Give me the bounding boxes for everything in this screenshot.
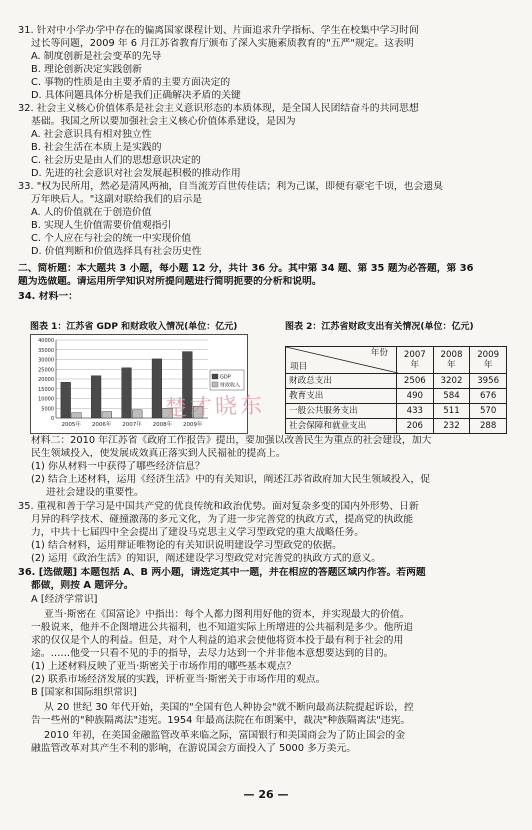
text-line: B. 实现人生价值需要价值观指引 — [31, 220, 172, 231]
bar-revenue — [102, 412, 112, 418]
bar-revenue — [72, 413, 82, 418]
text-line: 34. 材料一： — [18, 291, 78, 302]
legend-swatch — [212, 374, 218, 379]
table-cell: 2506 — [397, 374, 434, 389]
text-line: 32. 社会主义核心价值体系是社会主义意识形态的本质体现，是全国人民团结奋斗的共同思想 — [18, 103, 419, 114]
text-line: 进社会建设的重要性。 — [46, 487, 144, 498]
watermark: 楚才晓东 — [164, 393, 266, 422]
text-line: 31. 针对中小学办学中存在的偏离国家课程计划、片面追求升学指标、学生在校集中学习时间 — [18, 25, 419, 36]
x-tick-label: 2007年 — [122, 422, 142, 428]
text-line: 途。……他受一只看不见的手的指导，去尽力达到一个并非他本意想要达到的目的。 — [31, 648, 394, 659]
table-row — [286, 374, 507, 389]
x-tick-label: 2009年 — [183, 422, 203, 428]
text-line: (1) 上述材料反映了亚当·斯密关于市场作用的哪些基本观点？ — [31, 661, 297, 672]
fiscal-expenditure-table — [285, 346, 507, 434]
text-line: 月异的科学技术、碰撞激荡的多元文化，为了进一步完善党的执政方式，提高党的执政能 — [31, 514, 414, 525]
text-line: 35. 重视和善于学习是中国共产党的优良传统和政治优势。面对复杂多变的国内外形势、日新 — [18, 501, 419, 512]
bar-gdp — [91, 376, 101, 418]
legend-label: 财政收入 — [220, 382, 241, 389]
text-line: D. 价值判断和价值选择具有社会历史性 — [31, 246, 202, 257]
y-tick-label: 25000 — [38, 367, 54, 374]
text-line: A. 制度创新是社会变革的先导 — [31, 51, 162, 62]
text-line: A [经济学常识] — [31, 594, 98, 605]
year-header: 2009 年 — [470, 347, 507, 374]
text-line: (2) 结合上述材料，运用《经济生活》中的有关知识，阐述江苏省政府加大民生领域投入，促 — [31, 474, 431, 485]
table-cell: 570 — [470, 404, 507, 419]
y-tick-label: 30000 — [38, 357, 54, 364]
text-line: (1) 你从材料一中获得了哪些经济信息？ — [31, 461, 205, 472]
table-cell: 3202 — [433, 374, 470, 389]
text-line: 从 20 世纪 30 年代开始，美国的"全国有色人种协会"就不断向最高法院提起诉讼，控 — [44, 702, 414, 713]
table-corner-cell — [286, 347, 397, 374]
text-line: (2) 运用《政治生活》的知识，阐述建设学习型政党对完善党的执政方式的意义。 — [31, 553, 382, 564]
y-tick-label: 20000 — [38, 377, 54, 383]
text-line: 民生领域投入，使发展成效真正落实到人民福祉的提高上。 — [31, 448, 286, 459]
figure1-caption: 图表 1：江苏省 GDP 和财政收入情况(单位：亿元) — [30, 322, 238, 332]
text-line: 题为选做题。请运用所学知识对所提问题进行简明扼要的分析和说明。 — [18, 276, 322, 287]
text-line: (2) 联系市场经济发展的实践，评析亚当·斯密关于市场作用的观点。 — [31, 674, 326, 685]
x-tick-label: 2008年 — [152, 422, 173, 428]
year-header: 2007 年 — [397, 347, 434, 374]
text-line: 过长等问题，2009 年 6 月江苏省教育厅颁布了深入实施素质教育的"五严"规定。这表明 — [31, 38, 414, 49]
table-cell: 206 — [397, 419, 434, 434]
y-tick-label: 0 — [50, 416, 54, 422]
table-cell: 288 — [470, 419, 507, 434]
table-cell: 3956 — [470, 374, 507, 389]
y-tick-label: 40000 — [38, 338, 54, 344]
text-line: 36. [选做题] 本题包括 A、B 两小题，请选定其中一题，并在相应的答题区域内作答。若两题 — [18, 567, 426, 578]
y-tick-label: 15000 — [38, 386, 54, 393]
bar-gdp — [122, 368, 132, 418]
text-line: 二、简析题：本大题共 3 小题，每小题 12 分，共计 36 分。其中第 34 题、第 35 题为必答题，第 36 — [18, 263, 474, 274]
table-cell: 676 — [470, 389, 507, 404]
table-cell: 433 — [397, 404, 434, 419]
x-tick-label: 2006年 — [91, 422, 112, 428]
text-line: 都做，则按 A 题评分。 — [31, 580, 134, 591]
text-line: 融监管改革对其产生不利的影响，在游说国会方面投入了 5000 多万美元。 — [31, 743, 357, 754]
page-number: — 26 — — [243, 788, 289, 801]
text-line: 告一些州的"种族隔离法"违宪。1954 年最高法院在布朗案中，裁决"种族隔离法"违宪。 — [31, 715, 411, 726]
table-header-row — [286, 347, 507, 374]
table-cell: 232 — [433, 419, 470, 434]
row-label: 教育支出 — [286, 389, 397, 404]
text-line: 基础。我国之所以要加强社会主义核心价值体系建设，是因为 — [31, 116, 296, 127]
text-line: 万年映后人。"这副对联给我们的启示是 — [31, 194, 203, 205]
text-line: (1) 结合材料，运用辩证唯物论的有关知识说明建设学习型政党的依据。 — [31, 540, 342, 551]
row-label: 一般公共服务支出 — [286, 404, 397, 419]
bar-revenue — [132, 410, 142, 418]
y-tick-label: 35000 — [38, 347, 54, 354]
year-header: 2008 年 — [433, 347, 470, 374]
text-line: 33. "权为民所用，然必是清风两袖，自当流芳百世传佳话；利为己谋，即便有豪宅千顷，也会遗臭 — [18, 181, 443, 192]
text-line: D. 具体问题具体分析是我们正确解决矛盾的关键 — [31, 90, 241, 101]
table-cell: 584 — [433, 389, 470, 404]
table-row — [286, 389, 507, 404]
text-line: A. 社会意识具有相对独立性 — [31, 129, 152, 140]
table-row — [286, 404, 507, 419]
text-line: 亚当·斯密在《国富论》中指出：每个人都力图利用好他的资本，并实现最大的价值。 — [44, 609, 410, 620]
bar-gdp — [61, 382, 71, 418]
y-tick-label: 5000 — [41, 406, 54, 413]
figure2-caption: 图表 2：江苏省财政支出有关情况(单位：亿元) — [285, 322, 474, 332]
text-line: B. 理论创新决定实践创新 — [31, 64, 142, 75]
text-line: C. 个人应在与社会的统一中实现价值 — [31, 233, 192, 244]
text-line: 求的仅仅是个人的利益。但是，对个人利益的追求会使他将资本投于最有利于社会的用 — [31, 635, 404, 646]
row-label: 财政总支出 — [286, 374, 397, 389]
table-row — [286, 419, 507, 434]
table-cell: 511 — [433, 404, 470, 419]
legend-label: GDP — [220, 374, 231, 381]
text-line: 材料二：2010 年江苏省《政府工作报告》提出，要加强以改善民生为重点的社会建设，加大 — [31, 435, 432, 446]
legend-swatch — [212, 382, 218, 387]
x-tick-label: 2005年 — [61, 422, 81, 428]
text-line: C. 事物的性质是由主要矛盾的主要方面决定的 — [31, 77, 231, 88]
row-label: 社会保障和就业支出 — [286, 419, 397, 434]
text-line: B. 社会生活在本质上是实践的 — [31, 142, 162, 153]
text-line: 2010 年初，在美国金融监管改革来临之际，富国银行和美国商会为了防止国会的金 — [44, 730, 406, 741]
bar-gdp — [152, 359, 162, 418]
y-tick-label: 10000 — [38, 396, 54, 403]
text-line: C. 社会历史是由人们的思想意识决定的 — [31, 155, 201, 166]
table-cell: 490 — [397, 389, 434, 404]
text-line: D. 先进的社会意识对社会发展起积极的推动作用 — [31, 168, 241, 179]
text-line: B [国家和国际组织常识] — [31, 687, 137, 698]
text-line: 一般说来，他并不企图增进公共福利，也不知道实际上所增进的公共福利是多少。他所追 — [31, 622, 414, 633]
header-item-label: 项目 — [290, 362, 308, 372]
header-year-label: 年份 — [370, 348, 388, 358]
text-line: A. 人的价值就在于创造价值 — [31, 207, 152, 218]
text-line: 力，中共十七届四中全会提出了建设马克思主义学习型政党的重大战略任务。 — [31, 527, 365, 538]
